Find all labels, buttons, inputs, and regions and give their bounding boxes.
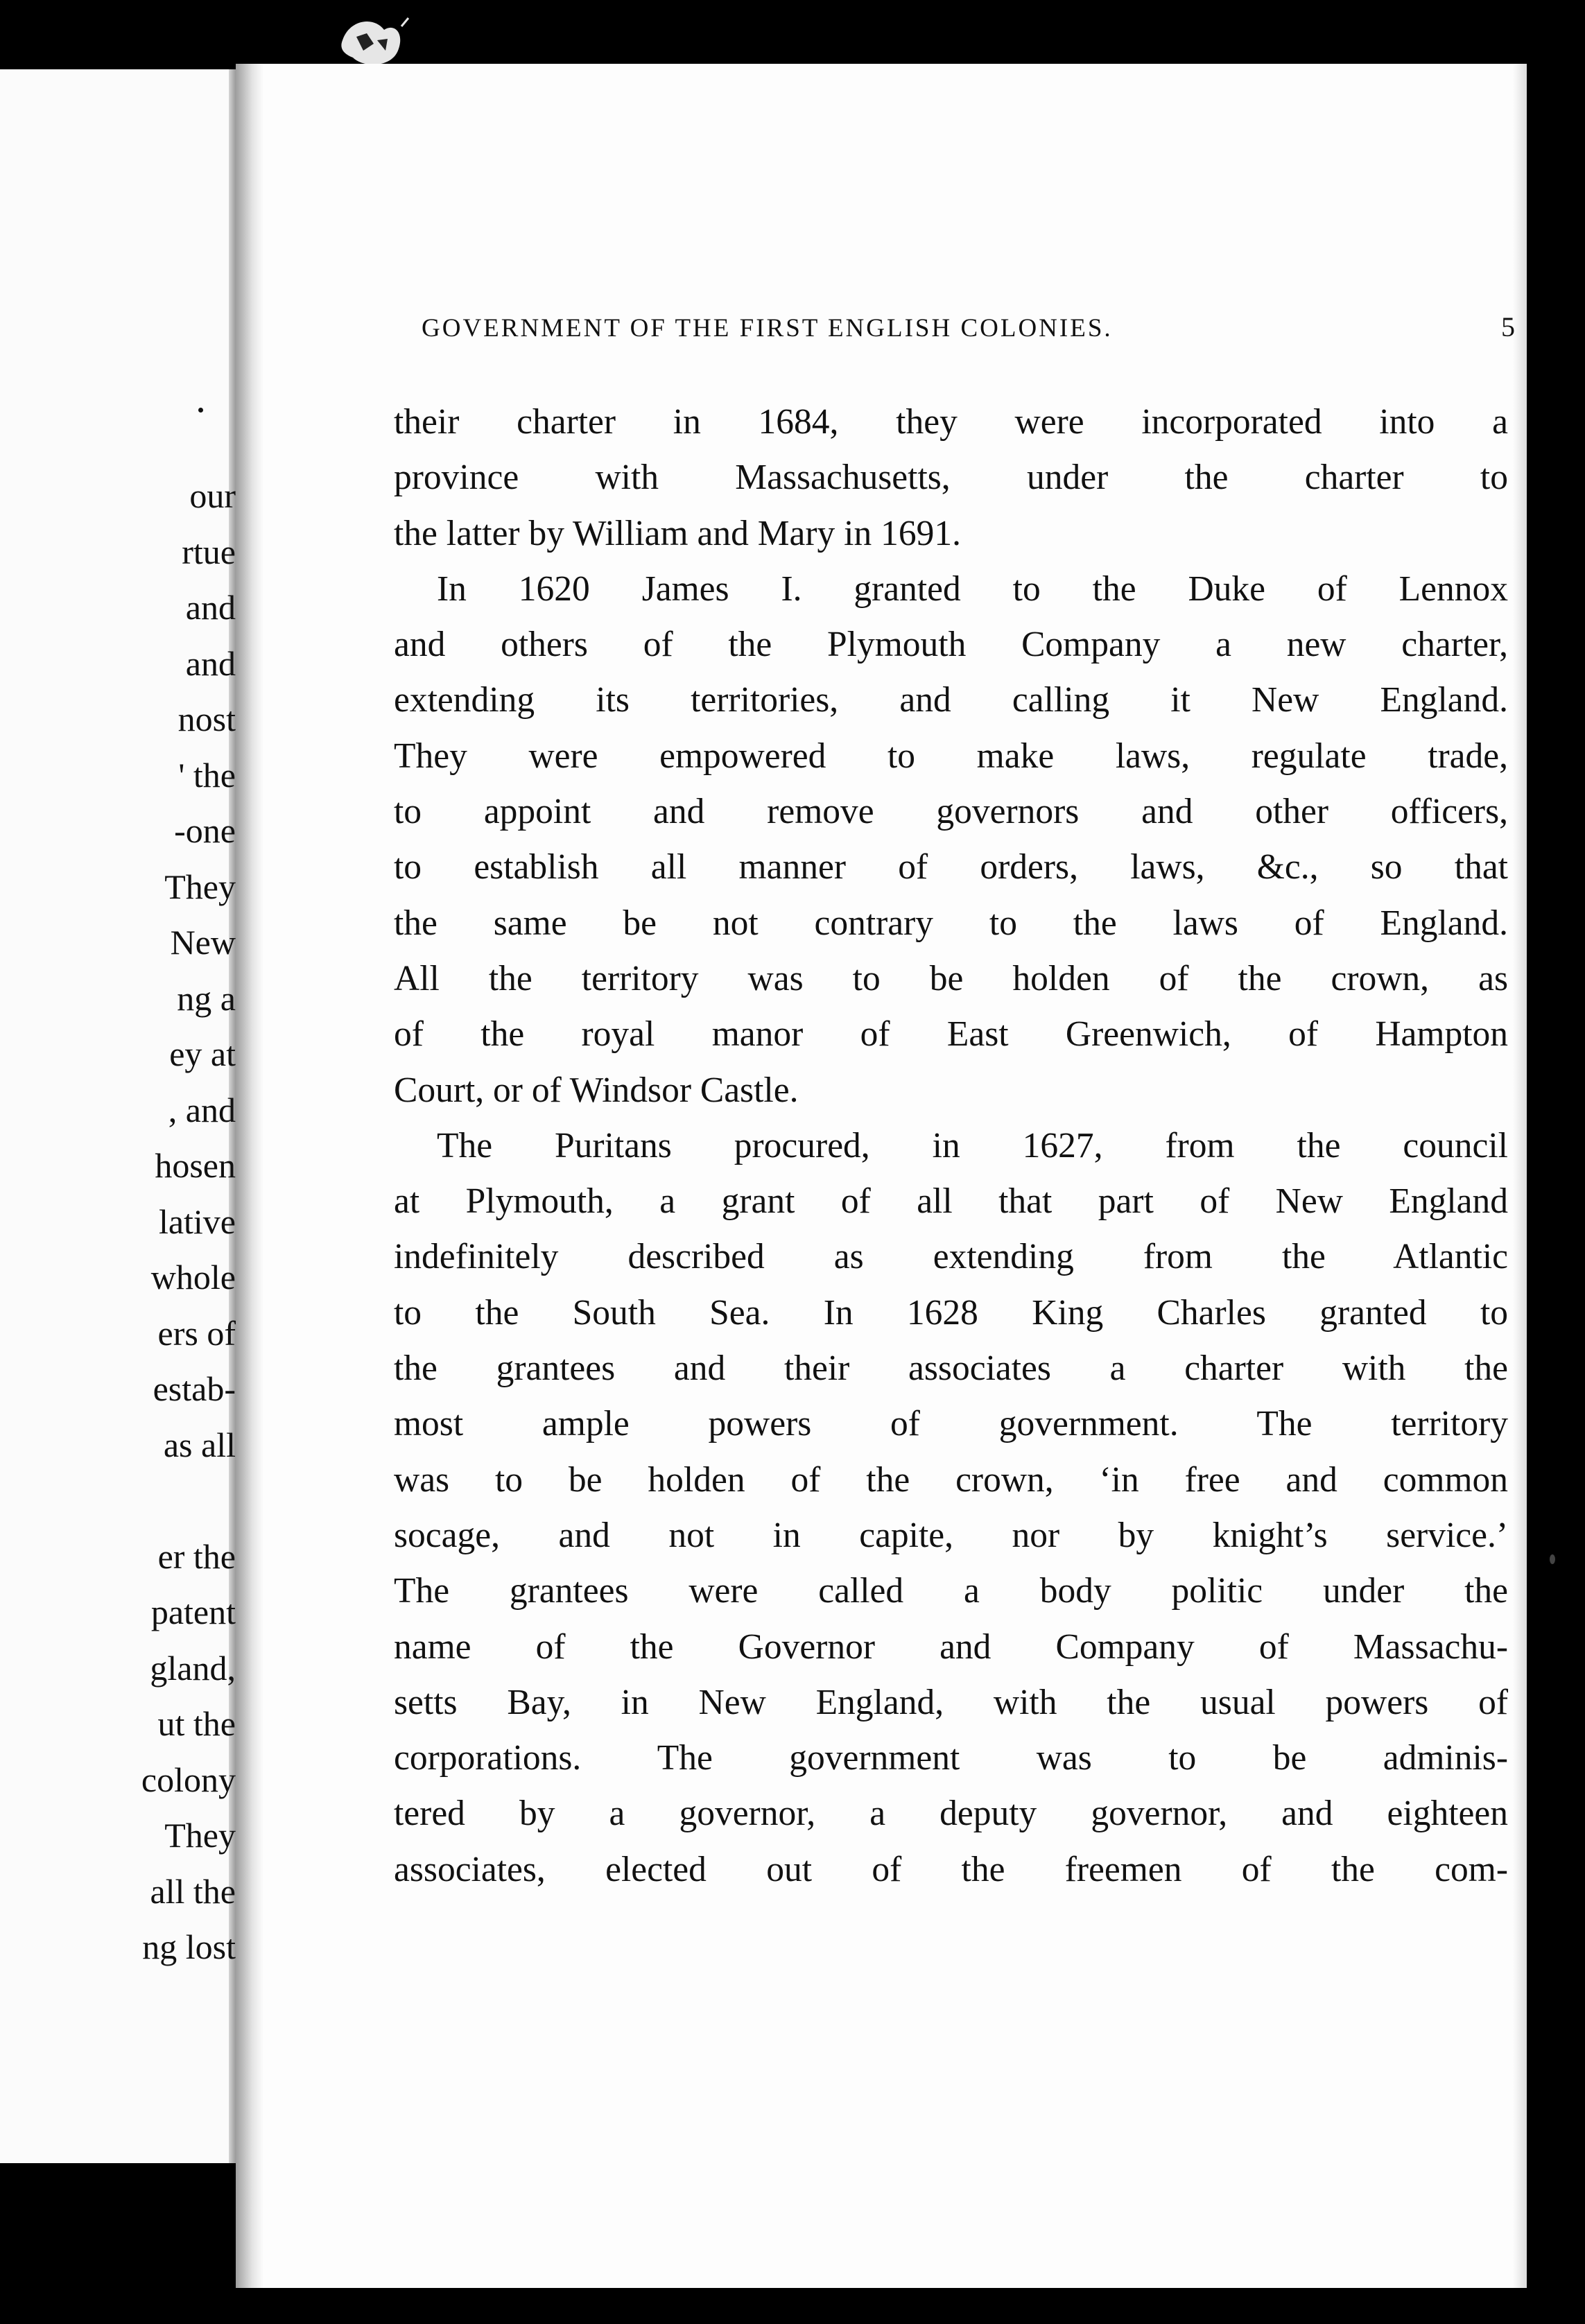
left-line-blank	[141, 1473, 236, 1529]
page-fold-shadow	[236, 64, 263, 2288]
text-line: to the South Sea. In 1628 King Charles granted to	[394, 1292, 1508, 1333]
left-line: rtue	[182, 532, 236, 571]
text-line: tered by a governor, a deputy governor, and eighteen	[394, 1794, 1508, 1834]
left-line: colony	[141, 1760, 236, 1799]
text-line: their charter in 1684, they were incorporated into a	[394, 402, 1508, 442]
left-line: whole	[150, 1258, 236, 1297]
text-line: All the territory was to be holden of the crown, as	[394, 958, 1508, 998]
text-line: The grantees were called a body politic under the	[394, 1571, 1508, 1611]
left-line: and	[185, 588, 236, 627]
text-line: and others of the Plymouth Company a new charter,	[394, 625, 1508, 665]
text-line: socage, and not in capite, nor by knight’s service.’	[394, 1515, 1508, 1555]
left-line: ' the	[178, 755, 236, 795]
text-line: the same be not contrary to the laws of England.	[394, 903, 1508, 943]
text-line: corporations. The government was to be adminis-	[394, 1738, 1508, 1778]
text-line: The Puritans procured, in 1627, from the council	[437, 1125, 1508, 1165]
page-number: 5	[1501, 311, 1515, 342]
left-line: our	[189, 476, 236, 515]
page-body-text	[394, 394, 1508, 1898]
left-line: lative	[158, 1202, 236, 1241]
left-line: ng a	[177, 978, 236, 1018]
left-line: estab-	[153, 1369, 236, 1408]
text-line: the grantees and their associates a charter with the	[394, 1349, 1508, 1389]
left-line: nost	[177, 700, 236, 738]
text-line: They were empowered to make laws, regulate trade,	[394, 736, 1508, 776]
text-line: the latter by William and Mary in 1691.	[394, 513, 961, 553]
left-line: er the	[157, 1536, 236, 1576]
left-line: -one	[174, 811, 236, 850]
left-line: all the	[150, 1871, 236, 1911]
text-line: name of the Governor and Company of Massachu-	[394, 1627, 1508, 1667]
running-header	[422, 311, 1515, 343]
left-line: as all	[163, 1425, 236, 1464]
text-line: province with Massachusetts, under the charter to	[394, 458, 1508, 498]
left-line: gland,	[150, 1648, 236, 1688]
text-line: associates, elected out of the freemen of the com-	[394, 1849, 1508, 1889]
left-line: and	[185, 643, 236, 683]
left-line: ut the	[157, 1704, 236, 1743]
running-header-title: GOVERNMENT OF THE FIRST ENGLISH COLONIES.	[422, 314, 1113, 342]
left-line: They	[164, 867, 236, 906]
page-edge-shadow	[1513, 64, 1527, 2288]
text-line: setts Bay, in New England, with the usual powers of	[394, 1682, 1508, 1722]
text-line: was to be holden of the crown, ‘in free and common	[394, 1459, 1508, 1500]
left-line: They	[164, 1816, 236, 1855]
scan-speck	[1550, 1554, 1555, 1564]
left-line: ey at	[169, 1034, 236, 1073]
left-line: ng lost	[142, 1927, 236, 1966]
text-line: In 1620 James I. granted to the Duke of Lennox	[437, 569, 1508, 609]
left-line: , and	[168, 1090, 236, 1129]
left-line: New	[170, 923, 236, 962]
left-page-text	[18, 468, 236, 1975]
right-book-page	[236, 64, 1527, 2288]
left-line: patent	[150, 1593, 236, 1631]
left-facing-page-fragment	[0, 69, 236, 2163]
left-line: hosen	[155, 1146, 236, 1185]
text-line: to appoint and remove governors and other officers,	[394, 792, 1508, 832]
text-line: most ample powers of government. The territory	[394, 1404, 1508, 1444]
left-line: ers of	[157, 1313, 236, 1353]
text-line: of the royal manor of East Greenwich, of Hampton	[394, 1014, 1508, 1055]
text-line: indefinitely described as extending from the Atlantic	[394, 1237, 1508, 1277]
scan-speck	[198, 408, 203, 413]
text-line: at Plymouth, a grant of all that part of New England	[394, 1181, 1508, 1222]
text-line: extending its territories, and calling it New England.	[394, 680, 1508, 720]
text-line: to establish all manner of orders, laws, &c., so that	[394, 847, 1508, 887]
text-line: Court, or of Windsor Castle.	[394, 1070, 799, 1110]
